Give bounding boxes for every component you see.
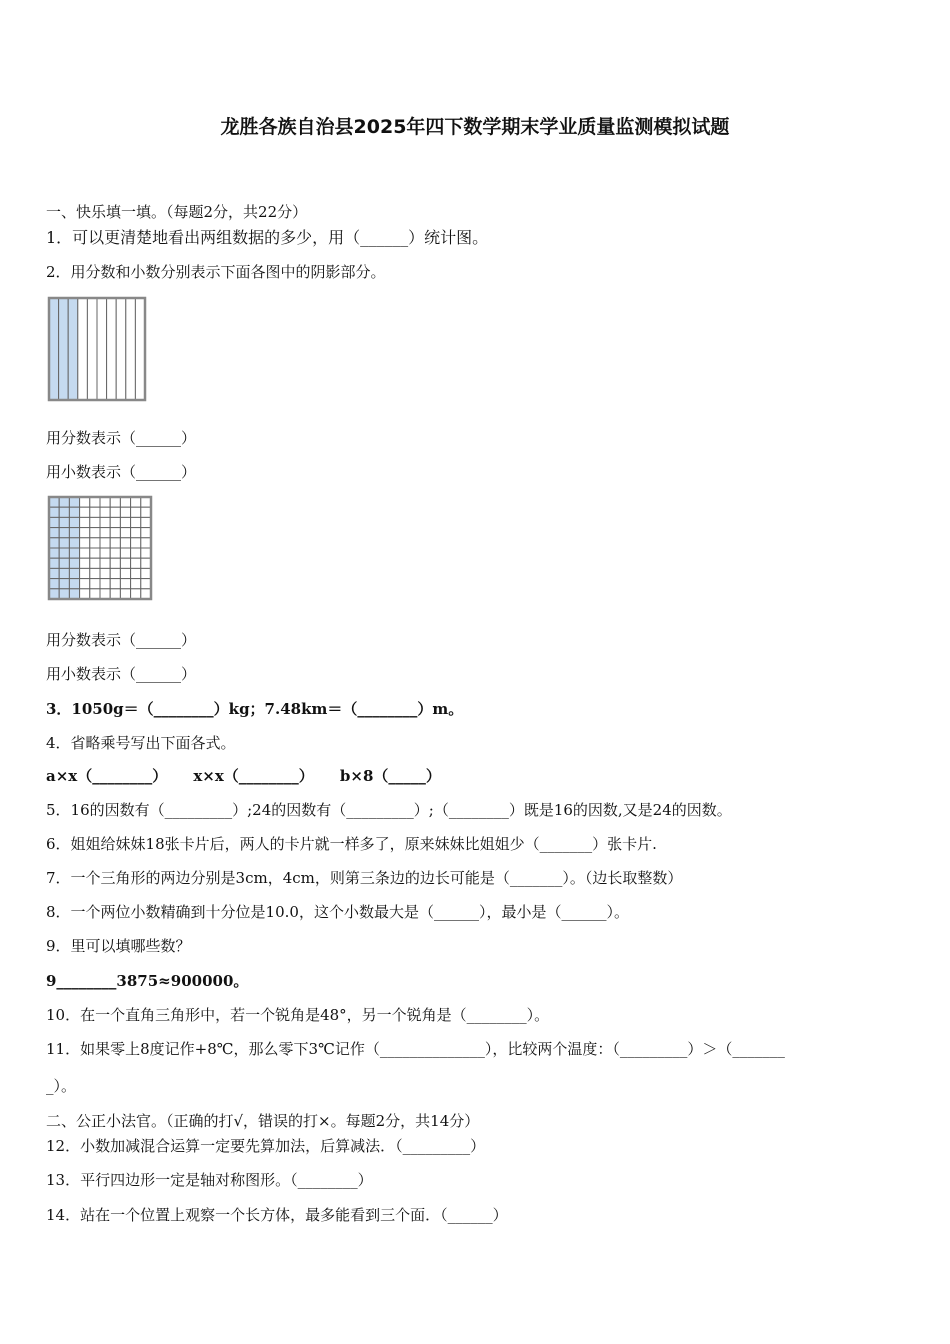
grid-cell bbox=[110, 548, 120, 558]
grid-cell bbox=[90, 538, 100, 548]
shaded-cell bbox=[69, 517, 79, 527]
grid-cell bbox=[131, 538, 141, 548]
shaded-cell bbox=[49, 558, 59, 568]
question-2: 2．用分数和小数分别表示下面各图中的阴影部分。 bbox=[46, 263, 386, 281]
question-1: 1．可以更清楚地看出两组数据的多少，用（______）统计图。 bbox=[46, 228, 489, 247]
grid-cell bbox=[100, 579, 110, 589]
grid-cell bbox=[120, 528, 130, 538]
grid-cell bbox=[100, 589, 110, 599]
grid-cell bbox=[120, 568, 130, 578]
grid-cell bbox=[131, 558, 141, 568]
grid-cell bbox=[131, 528, 141, 538]
grid-cell bbox=[90, 568, 100, 578]
shaded-cell bbox=[69, 558, 79, 568]
grid-cell bbox=[90, 579, 100, 589]
section-1-heading: 一、快乐填一填。（每题2分，共22分） bbox=[46, 203, 308, 221]
grid-cell bbox=[90, 589, 100, 599]
grid-cell bbox=[100, 558, 110, 568]
question-4: 4．省略乘号写出下面各式。 bbox=[46, 734, 236, 752]
grid-cell bbox=[141, 528, 151, 538]
grid-cell bbox=[110, 589, 120, 599]
grid-cell bbox=[120, 548, 130, 558]
question-2-fraction-b: 用分数表示（______） bbox=[46, 631, 197, 649]
grid-cell bbox=[90, 517, 100, 527]
grid-cell bbox=[141, 507, 151, 517]
shaded-cell bbox=[49, 497, 59, 507]
grid-cell bbox=[131, 548, 141, 558]
grid-cell bbox=[141, 548, 151, 558]
grid-cell bbox=[80, 528, 90, 538]
grid-cell bbox=[90, 528, 100, 538]
shaded-strip bbox=[59, 298, 69, 400]
shaded-cell bbox=[49, 589, 59, 599]
strip bbox=[135, 298, 145, 400]
grid-cell bbox=[120, 579, 130, 589]
grid-cell bbox=[131, 568, 141, 578]
grid-cell bbox=[141, 497, 151, 507]
grid-cell bbox=[120, 497, 130, 507]
grid-cell bbox=[80, 497, 90, 507]
question-3: 3．1050g＝（________）kg；7.48km＝（________）m。 bbox=[46, 700, 464, 718]
grid-cell bbox=[80, 579, 90, 589]
grid-cell bbox=[110, 517, 120, 527]
grid-cell bbox=[80, 548, 90, 558]
question-14: 14．站在一个位置上观察一个长方体，最多能看到三个面．（______） bbox=[46, 1206, 508, 1224]
grid-cell bbox=[131, 517, 141, 527]
question-2-decimal-b: 用小数表示（______） bbox=[46, 665, 197, 683]
shaded-strip bbox=[68, 298, 78, 400]
grid-cell bbox=[90, 507, 100, 517]
question-13: 13．平行四边形一定是轴对称图形。（________） bbox=[46, 1171, 373, 1189]
shaded-cell bbox=[59, 528, 69, 538]
grid-cell bbox=[100, 507, 110, 517]
grid-cell bbox=[100, 568, 110, 578]
grid-cell bbox=[110, 568, 120, 578]
strip bbox=[126, 298, 136, 400]
shaded-cell bbox=[59, 579, 69, 589]
grid-cell bbox=[80, 568, 90, 578]
grid-cell bbox=[110, 538, 120, 548]
shaded-cell bbox=[59, 548, 69, 558]
grid-cell bbox=[90, 497, 100, 507]
shaded-grid-figure bbox=[47, 495, 153, 601]
shaded-cell bbox=[59, 497, 69, 507]
question-12: 12．小数加减混合运算一定要先算加法，后算减法．（_________） bbox=[46, 1137, 486, 1155]
shaded-cell bbox=[69, 548, 79, 558]
question-2-fraction-a: 用分数表示（______） bbox=[46, 429, 197, 447]
grid-cell bbox=[90, 558, 100, 568]
shaded-strip bbox=[49, 298, 59, 400]
grid-cell bbox=[100, 528, 110, 538]
grid-cell bbox=[131, 589, 141, 599]
shaded-cell bbox=[69, 579, 79, 589]
question-11: 11．如果零上8度记作+8℃，那么零下3℃记作（______________），比较两个温度：（_________）＞（_______ bbox=[46, 1040, 785, 1058]
grid-cell bbox=[120, 538, 130, 548]
grid-cell bbox=[80, 517, 90, 527]
grid-cell bbox=[120, 558, 130, 568]
shaded-cell bbox=[59, 558, 69, 568]
grid-cell bbox=[141, 568, 151, 578]
grid-cell bbox=[80, 538, 90, 548]
shaded-cell bbox=[49, 579, 59, 589]
grid-cell bbox=[131, 497, 141, 507]
shaded-cell bbox=[69, 497, 79, 507]
grid-cell bbox=[141, 558, 151, 568]
grid-cell bbox=[141, 517, 151, 527]
shaded-cell bbox=[69, 528, 79, 538]
shaded-cell bbox=[69, 589, 79, 599]
grid-cell bbox=[120, 517, 130, 527]
shaded-cell bbox=[49, 517, 59, 527]
question-2-decimal-a: 用小数表示（______） bbox=[46, 463, 197, 481]
grid-cell bbox=[141, 589, 151, 599]
grid-cell bbox=[80, 589, 90, 599]
shaded-cell bbox=[59, 517, 69, 527]
shaded-cell bbox=[59, 538, 69, 548]
grid-cell bbox=[110, 497, 120, 507]
shaded-cell bbox=[59, 589, 69, 599]
shaded-cell bbox=[69, 538, 79, 548]
grid-cell bbox=[80, 507, 90, 517]
shaded-cell bbox=[49, 528, 59, 538]
shaded-cell bbox=[49, 507, 59, 517]
grid-cell bbox=[100, 517, 110, 527]
grid-cell bbox=[110, 507, 120, 517]
strip bbox=[107, 298, 117, 400]
shaded-cell bbox=[69, 507, 79, 517]
question-11-continued: _）。 bbox=[46, 1077, 77, 1095]
shaded-cell bbox=[49, 538, 59, 548]
question-7: 7．一个三角形的两边分别是3cm，4cm，则第三条边的边长可能是（_______）。（边长取整数） bbox=[46, 869, 683, 887]
shaded-cell bbox=[59, 568, 69, 578]
question-6: 6．姐姐给妹妹18张卡片后，两人的卡片就一样多了，原来妹妹比姐姐少（_______）张卡片. bbox=[46, 835, 657, 853]
grid-cell bbox=[80, 558, 90, 568]
grid-cell bbox=[141, 579, 151, 589]
shaded-strip-figure bbox=[47, 296, 147, 402]
shaded-cell bbox=[49, 548, 59, 558]
grid-cell bbox=[100, 538, 110, 548]
grid-cell bbox=[120, 507, 130, 517]
grid-cell bbox=[110, 558, 120, 568]
question-10: 10．在一个直角三角形中，若一个锐角是48°，另一个锐角是（________）。 bbox=[46, 1006, 550, 1024]
question-5: 5．16的因数有（_________）;24的因数有（_________）;（________）既是16的因数,又是24的因数。 bbox=[46, 801, 732, 819]
grid-cell bbox=[90, 548, 100, 558]
question-8: 8．一个两位小数精确到十分位是10.0，这个小数最大是（______），最小是（______）。 bbox=[46, 903, 629, 921]
grid-cell bbox=[100, 548, 110, 558]
section-2-heading: 二、公正小法官。（正确的打√，错误的打×。每题2分，共14分） bbox=[46, 1112, 480, 1130]
strip bbox=[116, 298, 126, 400]
strip bbox=[87, 298, 97, 400]
strip bbox=[97, 298, 107, 400]
grid-cell bbox=[131, 579, 141, 589]
grid-cell bbox=[110, 528, 120, 538]
question-9-expression: 9________3875≈900000。 bbox=[46, 972, 249, 990]
page-title: 龙胜各族自治县2025年四下数学期末学业质量监测模拟试题 bbox=[220, 116, 730, 138]
grid-cell bbox=[110, 579, 120, 589]
grid-cell bbox=[141, 538, 151, 548]
question-9: 9．里可以填哪些数？ bbox=[46, 937, 191, 955]
strip bbox=[78, 298, 88, 400]
shaded-cell bbox=[59, 507, 69, 517]
shaded-cell bbox=[49, 568, 59, 578]
grid-cell bbox=[100, 497, 110, 507]
question-4-expressions: a×x（________） x×x（________） b×8（_____） bbox=[46, 767, 441, 785]
shaded-cell bbox=[69, 568, 79, 578]
grid-cell bbox=[120, 589, 130, 599]
grid-cell bbox=[131, 507, 141, 517]
